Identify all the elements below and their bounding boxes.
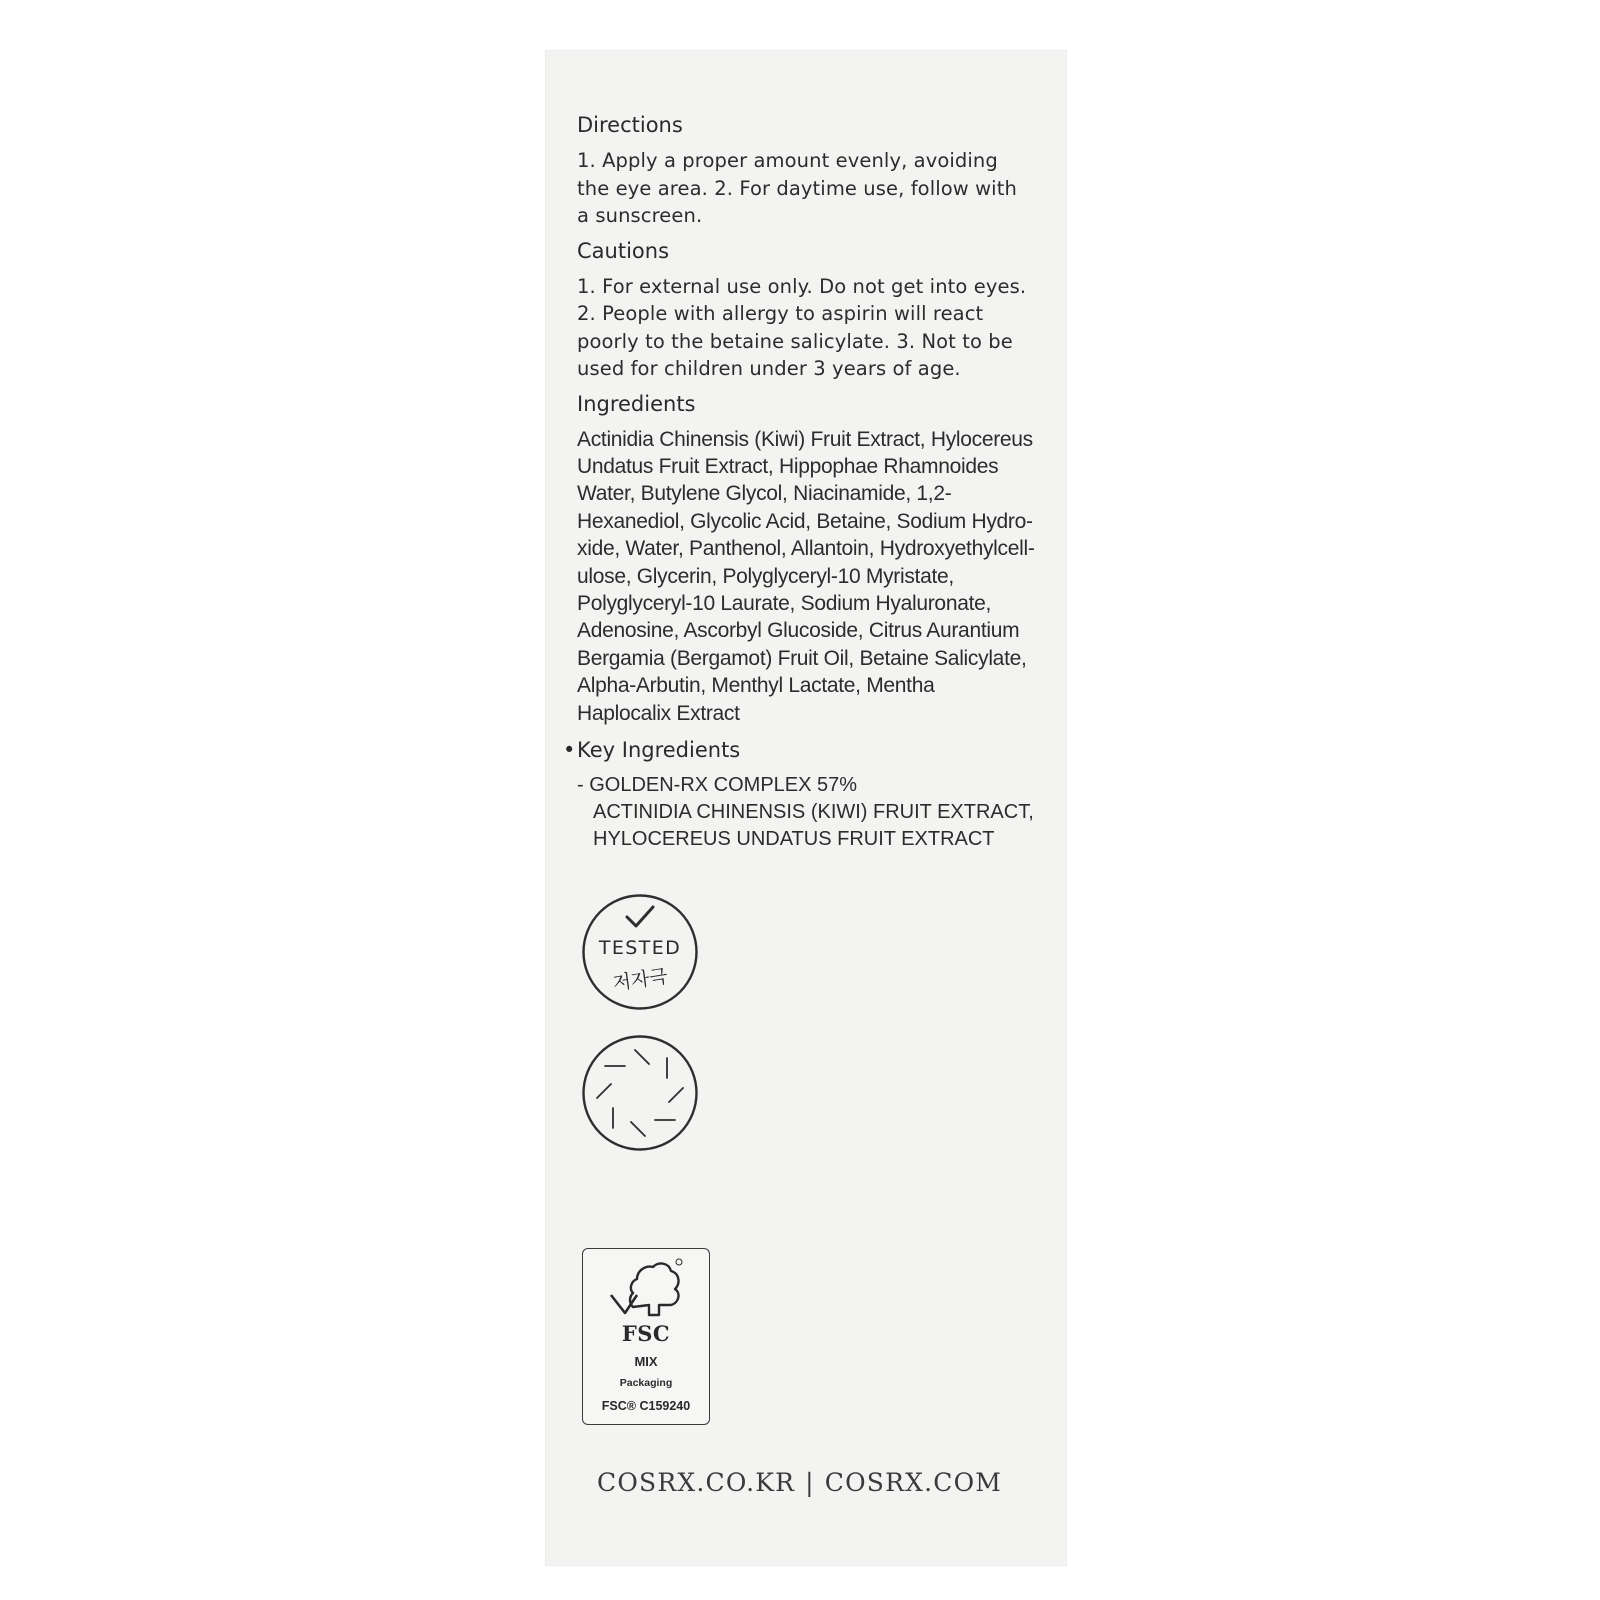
cautions-heading: Cautions [577,238,670,263]
ingredients-line: Water, Butylene Glycol, Niacinamide, 1,2- [577,482,952,506]
ingredients-list [577,426,1035,727]
fsc-tree-icon [607,1257,685,1321]
fsc-mix-label: MIX [634,1354,658,1369]
tested-label: TESTED [598,937,682,959]
cautions-text: 1. For external use only. Do not get into eyes. 2. People with allergy to aspirin will react poorly to the betaine salicylate. 3. Not to be used for children under 3 years of age. [577,274,1027,380]
footer-websites [597,1468,1002,1497]
key-ingredients-title: Key Ingredients [577,737,741,762]
checkmark-icon [627,907,653,926]
ingredients-line: Adenosine, Ascorbyl Glucoside, Citrus Aurantium [577,619,1020,643]
directions-heading: Directions [577,113,683,137]
ingredients-heading: Ingredients [577,391,696,416]
ingredients-line: Undatus Fruit Extract, Hippophae Rhamnoides [577,454,999,478]
ingredients-line: ulose, Glycerin, Polyglyceryl-10 Myristate, [577,564,954,588]
ingredients-line: Haplocalix Extract [577,701,740,725]
ingredients-line: Polyglyceryl-10 Laurate, Sodium Hyaluronate, [577,591,992,615]
key-ingredient-detail: HYLOCEREUS UNDATUS FRUIT EXTRACT [593,827,995,850]
directions-text: 1. Apply a proper amount evenly, avoiding the eye area. 2. For daytime use, follow with a sunscreen. [577,149,1017,227]
ingredients-line: Hexanediol, Glycolic Acid, Betaine, Sodium Hydro- [577,509,1033,533]
ingredients-line: Alpha-Arbutin, Menthyl Lactate, Mentha [577,674,935,698]
packaging-panel [545,50,1067,1566]
fsc-logo [582,1248,710,1425]
tested-badge [581,893,699,1011]
website-kr: COSRX.CO.KR [597,1468,796,1497]
fsc-wordmark: FSC [621,1321,671,1346]
key-ingredient-complex: - GOLDEN-RX COMPLEX 57% [577,773,858,796]
footer-separator: | [805,1468,815,1497]
key-ingredients-list [577,772,1035,853]
ingredients-line: xide, Water, Panthenol, Allantoin, Hydroxyethylcell- [577,537,1035,561]
key-ingredient-detail: ACTINIDIA CHINENSIS (KIWI) FRUIT EXTRACT, [593,800,1034,823]
ingredients-line: Actinidia Chinensis (Kiwi) Fruit Extract, Hylocereus [577,427,1033,451]
tested-korean-label: 저자극 [611,965,670,995]
key-ingredients-heading [563,737,1035,764]
label-content [563,112,1035,853]
website-com: COSRX.COM [824,1468,1003,1497]
fsc-packaging-label: Packaging [619,1377,673,1389]
fsc-license-code: FSC® C159240 [601,1399,691,1413]
shutter-badge-icon [581,1034,699,1152]
ingredients-line: Bergamia (Bergamot) Fruit Oil, Betaine Salicylate, [577,646,1027,670]
bullet-icon: • [563,737,576,762]
